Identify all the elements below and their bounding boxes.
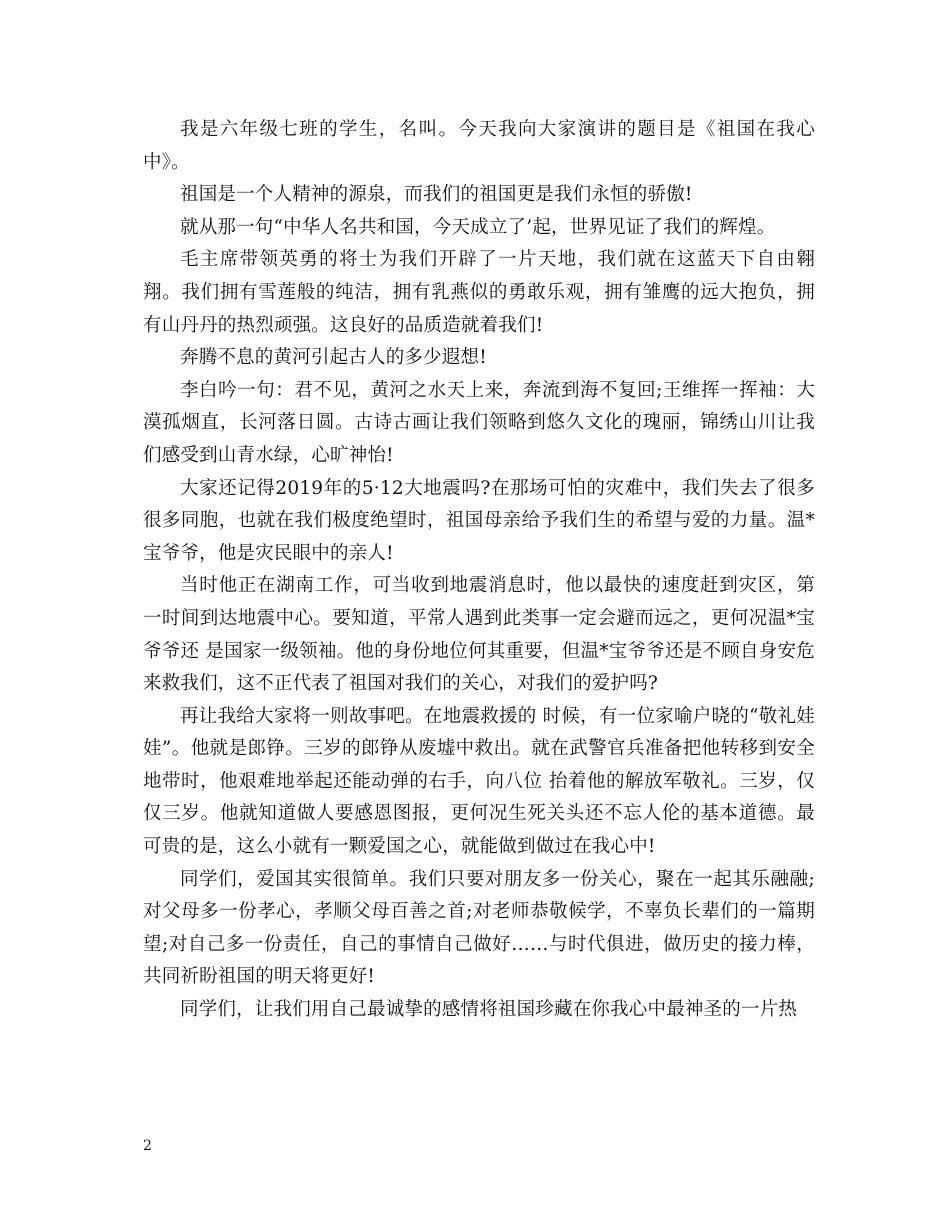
speech-body [143, 114, 815, 1027]
paragraph-salute-boy: 再让我给大家将一则故事吧。在地震救援的 时候，有一位家喻户晓的“敬礼娃娃”。他就是郎铮。三岁的郎铮从废墟中救出。就在武警官兵准备把他转移到安全地带时，他艰难地举起还能动弹的右手，向八位 抬着他的解放军敬礼。三岁，仅仅三岁。他就知道做人要感恩图报，更何况生死关头还不忘人伦的基本道德。最可贵的是，这么小就有一颗爱国之心，就能做到做过在我心中! [143, 705, 815, 858]
paragraph-intro: 我是六年级七班的学生，名叫。今天我向大家演讲的题目是《祖国在我心中》。 [143, 119, 815, 173]
paragraph-pride: 祖国是一个人精神的源泉，而我们的祖国更是我们永恒的骄傲! [180, 184, 693, 206]
paragraph-chairman: 毛主席带领英勇的将士为我们开辟了一片天地，我们就在这蓝天下自由翱翔。我们拥有雪莲般的纯洁，拥有乳燕似的勇敢乐观，拥有雏鹰的远大抱负，拥有山丹丹的热烈顽强。这良好的品质造就着我们! [143, 249, 815, 336]
paragraph-closing: 同学们，让我们用自己最诚挚的感情将祖国珍藏在你我心中最神圣的一片热 [180, 999, 798, 1021]
paragraph-poets: 李白吟一句：君不见，黄河之水天上来，奔流到海不复回;王维挥一挥袖：大漠孤烟直，长河落日圆。古诗古画让我们领略到悠久文化的瑰丽，锦绣山川让我们感受到山青水绿，心旷神怡! [143, 379, 815, 466]
page-number: 2 [143, 1138, 152, 1154]
paragraph-rescue-leader: 当时他正在湖南工作，可当收到地震消息时，他以最快的速度赶到灾区，第一时间到达地震中心。要知道，平常人遇到此类事一定会避而远之，更何况温*宝爷爷还 是国家一级领袖。他的身份地位何其重要，但温*宝爷爷还是不顾自身安危来救我们，这不正代表了祖国对我们的关心，对我们的爱护吗? [143, 575, 815, 695]
paragraph-yellow-river: 奔腾不息的黄河引起古人的多少遐想! [180, 347, 487, 369]
paragraph-patriotism: 同学们，爱国其实很简单。我们只要对朋友多一份关心，聚在一起其乐融融;对父母多一份孝心，孝顺父母百善之首;对老师恭敬候学，不辜负长辈们的一篇期望;对自己多一份责任，自己的事情自己做好……与时代俱进，做历史的接力棒，共同祈盼祖国的明天将更好! [143, 868, 815, 988]
paragraph-earthquake: 大家还记得2019年的5·12大地震吗?在那场可怕的灾难中，我们失去了很多很多同胞，也就在我们极度绝望时，祖国母亲给予我们生的希望与爱的力量。温*宝爷爷，他是灾民眼中的亲人! [143, 477, 815, 564]
paragraph-founding: 就从那一句“中华人名共和国，今天成立了’起，世界见证了我们的辉煌。 [180, 216, 776, 238]
